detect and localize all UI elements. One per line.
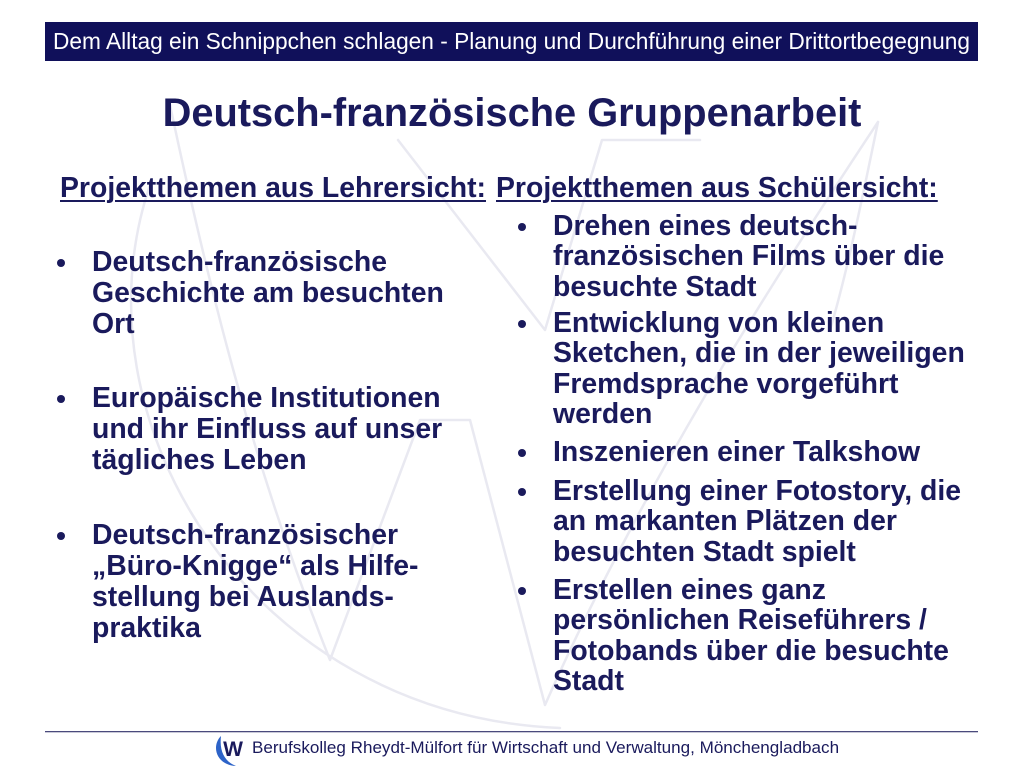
slide-title: Deutsch-französische Gruppenarbeit (162, 91, 862, 135)
list-item (92, 247, 444, 340)
list-item-text: Entwicklung von kleinen Sketchen, die in der jeweiligen Fremdsprache vorgeführt werden (553, 307, 965, 430)
header-banner (45, 22, 978, 61)
list-item-text: Deutsch-französische Geschichte am besuchten Ort (92, 246, 444, 340)
right-column-heading: Projektthemen aus Schülersicht: (496, 172, 938, 204)
list-item (553, 308, 965, 429)
left-column-heading: Projektthemen aus Lehrersicht: (60, 172, 486, 204)
list-item-text: Drehen eines deutsch- französischen Films über die besuchte Stadt (553, 210, 945, 303)
list-item-text: Inszenieren einer Talkshow (553, 436, 921, 468)
footer-divider (45, 731, 978, 733)
bullet-dot (518, 587, 526, 595)
bullet-dot (57, 259, 65, 267)
list-item (92, 383, 442, 476)
bullet-dot (518, 449, 526, 457)
bullet-dot (57, 395, 65, 403)
list-item-text: Deutsch-französischer „Büro-Knigge“ als Hilfe- stellung bei Auslands- praktika (92, 519, 419, 644)
bullet-dot (57, 532, 65, 540)
list-item-text: Europäische Institutionen und ihr Einfluss auf unser tägliches Leben (92, 382, 443, 476)
bullet-dot (518, 320, 526, 328)
banner-text: Dem Alltag ein Schnippchen schlagen - Planung und Durchführung einer Drittortbegegnung (53, 28, 970, 55)
logo-letter: W (223, 738, 243, 761)
list-item (553, 575, 949, 696)
list-item-text: Erstellen eines ganz persönlichen Reiseführers / Fotobands über die besuchte Stadt (553, 574, 949, 697)
footer-institution: Berufskolleg Rheydt-Mülfort für Wirtschaft und Verwaltung, Mönchengladbach (252, 738, 840, 757)
list-item (92, 520, 419, 644)
list-item (553, 211, 944, 302)
bullet-dot (518, 488, 526, 496)
list-item (553, 476, 961, 567)
list-item (553, 437, 920, 467)
list-item-text: Erstellung einer Fotostory, die an markanten Plätzen der besuchten Stadt spielt (553, 475, 962, 568)
school-logo-icon (214, 733, 248, 767)
bullet-dot (518, 223, 526, 231)
